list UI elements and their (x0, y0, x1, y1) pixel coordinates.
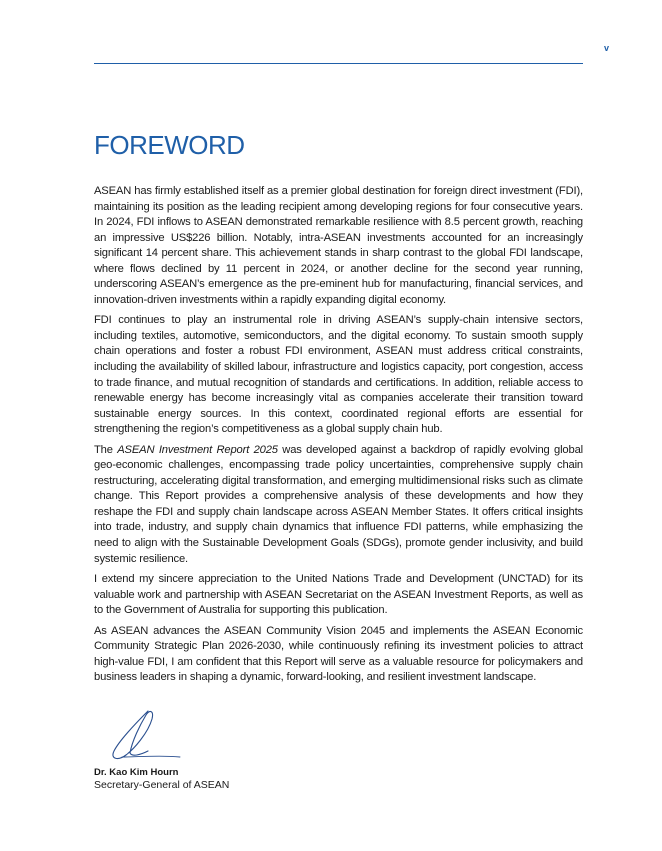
foreword-body (94, 184, 583, 691)
paragraph-3-lead: The (94, 443, 118, 456)
signature-image (104, 705, 186, 763)
signer-name: Dr. Kao Kim Hourn (94, 767, 179, 778)
header-rule (94, 63, 583, 64)
paragraph-2: FDI continues to play an instrumental role in driving ASEAN’s supply-chain intensive sectors, including textiles, automotive, semiconductors, and the digital economy. To sustain smooth supply chain operations and foster a robust FDI environment, ASEAN must address critical constraints, including the availability of skilled labour, infrastructure and logistics capacity, port congestion, access to trade finance, and mutual recognition of standards and certifications. In addition, reliable access to renewable energy has become increasingly vital as companies accelerate their transition toward sustainable energy sources. In this context, coordinated regional efforts are essential for strengthening the region’s competitiveness as a global supply chain hub. (94, 314, 583, 436)
signer-block (94, 767, 229, 792)
page-number: v (604, 43, 610, 53)
paragraph-3-rest: was developed against a backdrop of rapidly evolving global geo-economic challenges, encompassing trade policy uncertainties, comprehensive supply chain restructuring, accelerating digital transformation, and emerging multidimensional risks such as climate change. This Report provides a comprehensive analysis of these developments and how they reshape the FDI and supply chain landscape across ASEAN Member States. It offers critical insights into trade, industry, and supply chain dynamics that influence FDI patterns, while emphasizing the need to align with the Sustainable Development Goals (SDGs), promote gender inclusivity, and build systemic resilience. (94, 443, 583, 565)
paragraph-5: As ASEAN advances the ASEAN Community Vision 2045 and implements the ASEAN Economic Community Strategic Plan 2026-2030, while continuously refining its investment policies to attract high-value FDI, I am confident that this Report will serve as a valuable resource for policymakers and business leaders in shaping a dynamic, forward-looking, and resilient investment landscape. (94, 624, 583, 684)
paragraph-1: ASEAN has firmly established itself as a premier global destination for foreign direct investment (FDI), maintaining its position as the leading recipient among developing regions for four consecutive years. In 2024, FDI inflows to ASEAN demonstrated remarkable resilience with 8.5 percent growth, reaching an impressive US$226 billion. Notably, intra-ASEAN investments accounted for an increasingly significant 14 percent share. This achievement stands in sharp contrast to the global FDI landscape, where flows declined by 11 percent in 2024, or another decline for the second year running, underscoring ASEAN’s emergence as the pre-eminent hub for manufacturing, financial services, and innovation-driven investments within a rapidly expanding digital economy. (94, 185, 583, 306)
paragraph-4: I extend my sincere appreciation to the United Nations Trade and Development (UNCTAD) for its valuable work and partnership with ASEAN Secretariat on the ASEAN Investment Reports, as well as to the Government of Australia for supporting this publication. (94, 573, 583, 617)
report-title: ASEAN Investment Report 2025 (117, 443, 278, 456)
paragraph-3 (94, 443, 583, 567)
page-title: FOREWORD (94, 130, 245, 160)
signer-title: Secretary-General of ASEAN (94, 779, 230, 791)
